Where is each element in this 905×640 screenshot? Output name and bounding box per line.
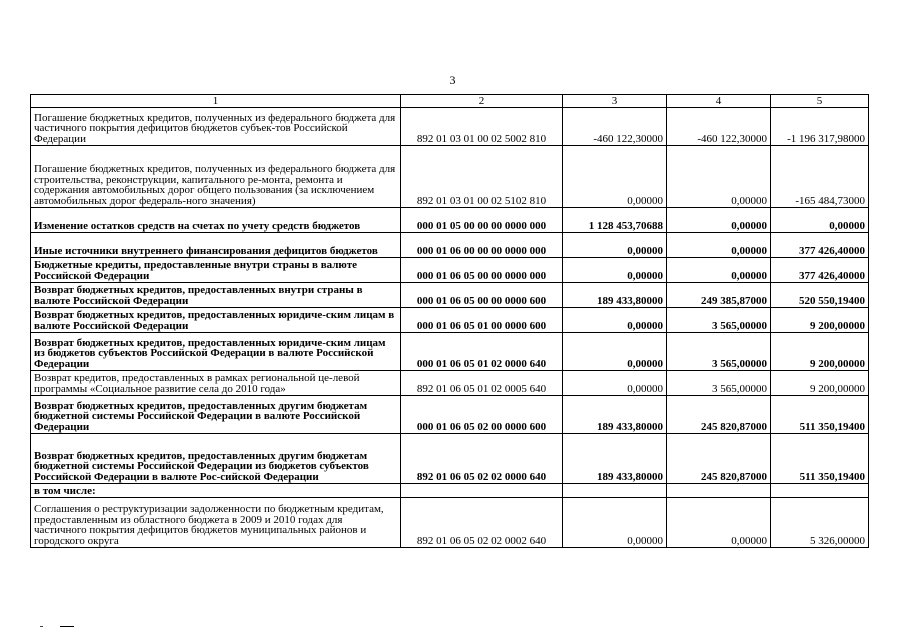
row-value-col5: 511 350,19400: [771, 396, 869, 434]
row-value-col5: -165 484,73000: [771, 146, 869, 208]
row-value-col4: 245 820,87000: [667, 396, 771, 434]
row-value-col3: 0,00000: [563, 258, 667, 283]
row-value-col3: 189 433,80000: [563, 434, 667, 484]
row-value-col3: 189 433,80000: [563, 396, 667, 434]
scan-mark: [40, 626, 43, 627]
row-value-col4: 249 385,87000: [667, 283, 771, 308]
row-code: 000 01 06 00 00 00 0000 000: [401, 233, 563, 258]
row-value-col3: [563, 484, 667, 498]
row-value-col5: 9 200,00000: [771, 333, 869, 371]
table-row: [31, 146, 869, 208]
row-name: Возврат бюджетных кредитов, предоставленных другим бюджетам бюджетной системы Российской Федерации из бюджетов субъектов Российской Федерации в валюте Рос-сийской Федерации: [31, 434, 401, 484]
row-code: 892 01 06 05 02 02 0002 640: [401, 498, 563, 548]
page-number: 3: [449, 73, 456, 87]
row-code: 000 01 06 05 02 00 0000 600: [401, 396, 563, 434]
row-code: 000 01 06 05 01 02 0000 640: [401, 333, 563, 371]
table-row: [31, 396, 869, 434]
row-value-col4: -460 122,30000: [667, 108, 771, 146]
row-code: 000 01 06 05 00 00 0000 600: [401, 283, 563, 308]
row-value-col5: 377 426,40000: [771, 233, 869, 258]
row-value-col4: [667, 484, 771, 498]
column-header: 1: [31, 95, 401, 108]
column-header: 4: [667, 95, 771, 108]
table-row: [31, 434, 869, 484]
row-code: [401, 484, 563, 498]
row-value-col4: 0,00000: [667, 208, 771, 233]
row-name: Возврат бюджетных кредитов, предоставленных другим бюджетам бюджетной системы Российской Федерации в валюте Российской Федерации: [31, 396, 401, 434]
column-header: 5: [771, 95, 869, 108]
row-value-col5: 0,00000: [771, 208, 869, 233]
table-row: [31, 208, 869, 233]
row-code: 000 01 06 05 00 00 0000 000: [401, 258, 563, 283]
row-name: в том числе:: [31, 484, 401, 498]
row-value-col5: 9 200,00000: [771, 371, 869, 396]
row-value-col3: -460 122,30000: [563, 108, 667, 146]
row-value-col3: 0,00000: [563, 371, 667, 396]
column-header: 2: [401, 95, 563, 108]
row-code: 892 01 03 01 00 02 5002 810: [401, 108, 563, 146]
row-name: Возврат кредитов, предоставленных в рамках региональной це-левой программы «Социальное развитие села до 2010 года»: [31, 371, 401, 396]
table-row: [31, 308, 869, 333]
row-code: 892 01 03 01 00 02 5102 810: [401, 146, 563, 208]
row-value-col3: 1 128 453,70688: [563, 208, 667, 233]
row-value-col3: 189 433,80000: [563, 283, 667, 308]
table-header-row: [31, 95, 869, 108]
scan-mark: [60, 626, 74, 627]
budget-sources-table: [30, 94, 869, 548]
row-code: 000 01 05 00 00 00 0000 000: [401, 208, 563, 233]
row-name: Изменение остатков средств на счетах по учету средств бюджетов: [31, 208, 401, 233]
row-value-col3: 0,00000: [563, 333, 667, 371]
row-value-col4: 0,00000: [667, 233, 771, 258]
table-row: [31, 484, 869, 498]
table-row: [31, 371, 869, 396]
row-value-col3: 0,00000: [563, 146, 667, 208]
row-value-col3: 0,00000: [563, 498, 667, 548]
row-name: Погашение бюджетных кредитов, полученных из федерального бюджета для частичного покрытия дефицитов бюджетов субъек-тов Российской Федерации: [31, 108, 401, 146]
row-value-col5: 5 326,00000: [771, 498, 869, 548]
row-code: 000 01 06 05 01 00 0000 600: [401, 308, 563, 333]
row-value-col5: 377 426,40000: [771, 258, 869, 283]
row-value-col5: 9 200,00000: [771, 308, 869, 333]
row-value-col4: 0,00000: [667, 258, 771, 283]
table-row: [31, 233, 869, 258]
row-name: Соглашения о реструктуризации задолженности по бюджетным кредитам, предоставленным из областного бюджета в 2009 и 2010 годах для частичного покрытия дефицитов бюджетов муниципальных районов и городского округа: [31, 498, 401, 548]
row-name: Бюджетные кредиты, предоставленные внутри страны в валюте Российской Федерации: [31, 258, 401, 283]
row-value-col5: 520 550,19400: [771, 283, 869, 308]
row-value-col5: [771, 484, 869, 498]
table-row: [31, 258, 869, 283]
column-header: 3: [563, 95, 667, 108]
table-row: [31, 283, 869, 308]
row-code: 892 01 06 05 02 02 0000 640: [401, 434, 563, 484]
table-row: [31, 498, 869, 548]
row-value-col3: 0,00000: [563, 308, 667, 333]
row-name: Возврат бюджетных кредитов, предоставленных юридиче-ским лицам в валюте Российской Федерации: [31, 308, 401, 333]
row-value-col4: 0,00000: [667, 498, 771, 548]
table-row: [31, 333, 869, 371]
row-value-col4: 3 565,00000: [667, 371, 771, 396]
row-value-col5: -1 196 317,98000: [771, 108, 869, 146]
row-value-col4: 3 565,00000: [667, 308, 771, 333]
row-name: Иные источники внутреннего финансирования дефицитов бюджетов: [31, 233, 401, 258]
row-value-col4: 3 565,00000: [667, 333, 771, 371]
table-row: [31, 108, 869, 146]
row-name: Погашение бюджетных кредитов, полученных из федерального бюджета для строительства, реконструкции, капитального ре-монта, ремонта и содержания автомобильных дорог общего пользования (за исключением автомобильных дорог федераль-ного значения): [31, 146, 401, 208]
row-value-col3: 0,00000: [563, 233, 667, 258]
row-code: 892 01 06 05 01 02 0005 640: [401, 371, 563, 396]
row-value-col5: 511 350,19400: [771, 434, 869, 484]
row-name: Возврат бюджетных кредитов, предоставленных юридиче-ским лицам из бюджетов субъектов Российской Федерации в валюте Российской Федерации: [31, 333, 401, 371]
row-name: Возврат бюджетных кредитов, предоставленных внутри страны в валюте Российской Федерации: [31, 283, 401, 308]
row-value-col4: 0,00000: [667, 146, 771, 208]
row-value-col4: 245 820,87000: [667, 434, 771, 484]
